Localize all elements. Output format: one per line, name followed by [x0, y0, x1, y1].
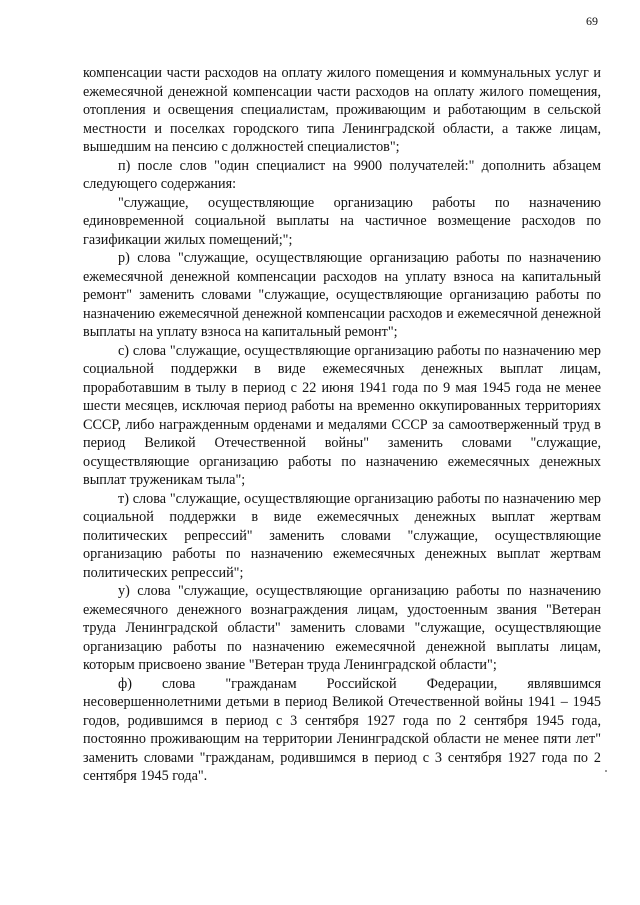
paragraph-item-s: с) слова "служащие, осуществляющие организацию работы по назначению мер социальной поддержки в виде ежемесячных денежных выплат лицам, проработавшим в тылу в период с 22 июня 1941 года по 9 мая 1945 года не менее шести месяцев, исключая период работы на временно оккупированных территориях СССР, либо награжденным орденами и медалями СССР за самоотверженный труд в период Великой Отечественной войны" заменить словами "служащие, осуществляющие организацию работы по назначению ежемесячных денежных выплат труженикам тыла"; — [83, 342, 601, 488]
paragraph-inserted-text: "служащие, осуществляющие организацию работы по назначению единовременной социальной выплаты на частичное возмещение расходов по газификации жилых помещений;"; — [83, 194, 601, 248]
paragraph-continuation: компенсации части расходов на оплату жилого помещения и коммунальных услуг и ежемесячной денежной компенсации части расходов на оплату жилого помещения, отопления и освещения специалистам, проживающим и работающим в сельской местности и поселках городского типа Ленинградской области, а также лицам, вышедшим на пенсию с должностей специалистов"; — [83, 65, 601, 155]
scan-speck — [605, 770, 607, 772]
page-number: 69 — [586, 14, 598, 28]
paragraph-item-t: т) слова "служащие, осуществляющие организацию работы по назначению мер социальной поддержки в виде ежемесячных денежных выплат жертвам политических репрессий" заменить словами "служащие, осуществляющие организацию работы по назначению ежемесячных денежных выплат жертвам политических репрессий"; — [83, 490, 601, 581]
document-body — [83, 64, 601, 786]
paragraph-item-r: р) слова "служащие, осуществляющие организацию работы по назначению ежемесячной денежной компенсации расходов на уплату взноса на капитальный ремонт" заменить словами "служащие, осуществляющие организацию работы по назначению ежемесячной денежной компенсации расходов и ежемесячной денежной выплаты на уплату взноса на капитальный ремонт"; — [83, 250, 601, 340]
paragraph-item-f: ф) слова "гражданам Российской Федерации, являвшимся несовершеннолетними детьми в период Великой Отечественной войны 1941 – 1945 годов, родившимся в период с 3 сентября 1927 года по 2 сентября 1945 года, постоянно проживающим на территории Ленинградской области не менее пяти лет" заменить словами "гражданам, родившимся в период с 3 сентября 1927 года по 2 сентября 1945 года". — [83, 675, 601, 784]
paragraph-item-u: у) слова "служащие, осуществляющие организацию работы по назначению ежемесячного денежного вознаграждения лицам, удостоенным звания "Ветеран труда Ленинградской области" заменить словами "служащие, осуществляющие организацию работы по назначению ежемесячной денежной выплаты лицам, которым присвоено звание "Ветеран труда Ленинградской области"; — [83, 583, 601, 673]
paragraph-item-p: п) после слов "один специалист на 9900 получателей:" дополнить абзацем следующего содержания: — [83, 157, 601, 192]
